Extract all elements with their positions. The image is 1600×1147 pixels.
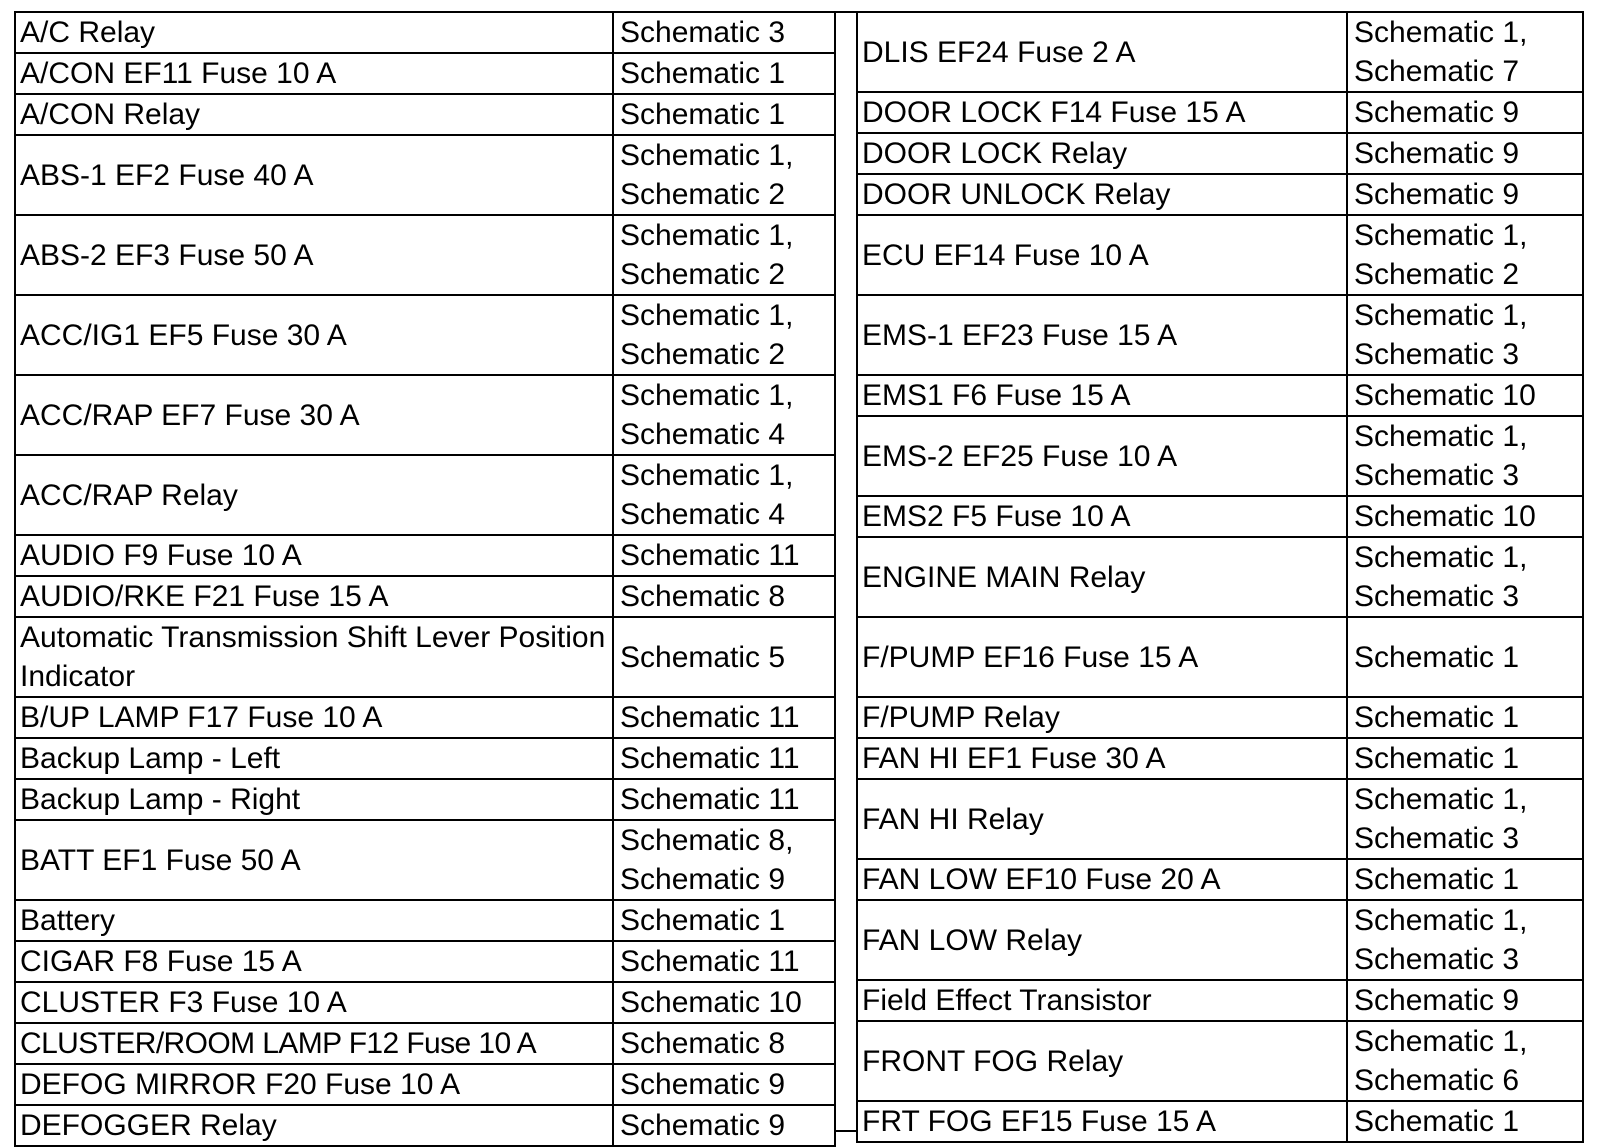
schematic-cell: Schematic 1, Schematic 4 [613,455,835,535]
table-row [15,215,835,295]
component-cell: ECU EF14 Fuse 10 A [857,215,1347,295]
component-cell: EMS1 F6 Fuse 15 A [857,375,1347,416]
component-cell: AUDIO/RKE F21 Fuse 15 A [15,576,613,617]
component-cell: CLUSTER F3 Fuse 10 A [15,982,613,1023]
schematic-cell: Schematic 11 [613,535,835,576]
schematic-cell: Schematic 1 [613,94,835,135]
component-table-right [856,11,1584,1143]
table-row [15,779,835,820]
table-row [857,133,1583,174]
table-row [857,375,1583,416]
schematic-cell: Schematic 1 [1347,859,1583,900]
schematic-cell: Schematic 1, Schematic 7 [1347,12,1583,92]
schematic-cell: Schematic 1 [1347,1101,1583,1142]
table-row [15,375,835,455]
table-row [15,1023,835,1064]
component-cell: FAN HI EF1 Fuse 30 A [857,738,1347,779]
table-row [15,941,835,982]
component-cell: CIGAR F8 Fuse 15 A [15,941,613,982]
schematic-cell: Schematic 1, Schematic 6 [1347,1021,1583,1101]
component-cell: ABS-2 EF3 Fuse 50 A [15,215,613,295]
schematic-cell: Schematic 8 [613,1023,835,1064]
schematic-cell: Schematic 1, Schematic 3 [1347,295,1583,375]
schematic-cell: Schematic 9 [1347,133,1583,174]
table-row [15,135,835,215]
component-cell: DLIS EF24 Fuse 2 A [857,12,1347,92]
table-row [857,617,1583,697]
component-cell: ENGINE MAIN Relay [857,537,1347,617]
component-cell: B/UP LAMP F17 Fuse 10 A [15,697,613,738]
schematic-cell: Schematic 9 [613,1105,835,1146]
schematic-cell: Schematic 1, Schematic 2 [1347,215,1583,295]
table-row [15,982,835,1023]
table-row [15,617,835,697]
component-cell: FAN LOW EF10 Fuse 20 A [857,859,1347,900]
component-cell: DEFOG MIRROR F20 Fuse 10 A [15,1064,613,1105]
schematic-cell: Schematic 11 [613,779,835,820]
table-row [857,92,1583,133]
schematic-cell: Schematic 1, Schematic 2 [613,215,835,295]
component-cell: CLUSTER/ROOM LAMP F12 Fuse 10 A [15,1023,613,1064]
component-cell: EMS2 F5 Fuse 10 A [857,496,1347,537]
table-row [857,1021,1583,1101]
schematic-cell: Schematic 1, Schematic 3 [1347,900,1583,980]
table-row [857,859,1583,900]
table-row [15,455,835,535]
component-cell: FAN LOW Relay [857,900,1347,980]
schematic-cell: Schematic 11 [613,697,835,738]
table-row [15,1105,835,1146]
schematic-cell: Schematic 1, Schematic 3 [1347,779,1583,859]
table-row [15,738,835,779]
component-cell: Backup Lamp - Left [15,738,613,779]
table-row [15,12,835,53]
schematic-cell: Schematic 8, Schematic 9 [613,820,835,900]
table-row [857,295,1583,375]
table-row [857,697,1583,738]
schematic-cell: Schematic 11 [613,941,835,982]
table-row [15,576,835,617]
table-row [857,779,1583,859]
table-row [857,1101,1583,1142]
component-cell: F/PUMP Relay [857,697,1347,738]
component-cell: Automatic Transmission Shift Lever Position Indicator [15,617,613,697]
table-row [15,697,835,738]
component-cell: A/CON EF11 Fuse 10 A [15,53,613,94]
component-cell: FRONT FOG Relay [857,1021,1347,1101]
component-cell: EMS-1 EF23 Fuse 15 A [857,295,1347,375]
table-row [15,295,835,375]
table-row [857,738,1583,779]
schematic-cell: Schematic 10 [1347,496,1583,537]
table-row [857,215,1583,295]
table-row [857,416,1583,496]
schematic-cell: Schematic 1, Schematic 3 [1347,537,1583,617]
schematic-cell: Schematic 3 [613,12,835,53]
component-cell: F/PUMP EF16 Fuse 15 A [857,617,1347,697]
table-row [857,900,1583,980]
schematic-cell: Schematic 9 [613,1064,835,1105]
schematic-cell: Schematic 1 [1347,697,1583,738]
schematic-cell: Schematic 9 [1347,92,1583,133]
schematic-cell: Schematic 10 [613,982,835,1023]
schematic-cell: Schematic 5 [613,617,835,697]
component-cell: A/CON Relay [15,94,613,135]
component-cell: ACC/RAP EF7 Fuse 30 A [15,375,613,455]
component-cell: DEFOGGER Relay [15,1105,613,1146]
table-row [15,53,835,94]
component-cell: FAN HI Relay [857,779,1347,859]
component-cell: ACC/RAP Relay [15,455,613,535]
column-separator [834,11,856,1132]
schematic-cell: Schematic 1 [1347,738,1583,779]
component-cell: AUDIO F9 Fuse 10 A [15,535,613,576]
table-row [15,535,835,576]
schematic-cell: Schematic 1 [1347,617,1583,697]
component-cell: Backup Lamp - Right [15,779,613,820]
component-cell: Battery [15,900,613,941]
schematic-cell: Schematic 11 [613,738,835,779]
schematic-cell: Schematic 1, Schematic 3 [1347,416,1583,496]
table-row [15,1064,835,1105]
schematic-cell: Schematic 1 [613,900,835,941]
table-row [857,537,1583,617]
table-row [857,496,1583,537]
table-row [857,980,1583,1021]
component-cell: ABS-1 EF2 Fuse 40 A [15,135,613,215]
component-cell: Field Effect Transistor [857,980,1347,1021]
table-row [857,12,1583,92]
schematic-cell: Schematic 1, Schematic 2 [613,135,835,215]
schematic-cell: Schematic 1 [613,53,835,94]
schematic-cell: Schematic 8 [613,576,835,617]
component-cell: EMS-2 EF25 Fuse 10 A [857,416,1347,496]
table-row [857,174,1583,215]
schematic-cell: Schematic 9 [1347,174,1583,215]
component-cell: A/C Relay [15,12,613,53]
schematic-cell: Schematic 1, Schematic 2 [613,295,835,375]
table-row [15,94,835,135]
component-cell: ACC/IG1 EF5 Fuse 30 A [15,295,613,375]
component-cell: DOOR UNLOCK Relay [857,174,1347,215]
component-cell: FRT FOG EF15 Fuse 15 A [857,1101,1347,1142]
component-cell: DOOR LOCK F14 Fuse 15 A [857,92,1347,133]
table-row [15,820,835,900]
component-cell: DOOR LOCK Relay [857,133,1347,174]
schematic-cell: Schematic 9 [1347,980,1583,1021]
component-table-left [14,11,836,1147]
schematic-cell: Schematic 10 [1347,375,1583,416]
component-cell: BATT EF1 Fuse 50 A [15,820,613,900]
table-row [15,900,835,941]
schematic-cell: Schematic 1, Schematic 4 [613,375,835,455]
